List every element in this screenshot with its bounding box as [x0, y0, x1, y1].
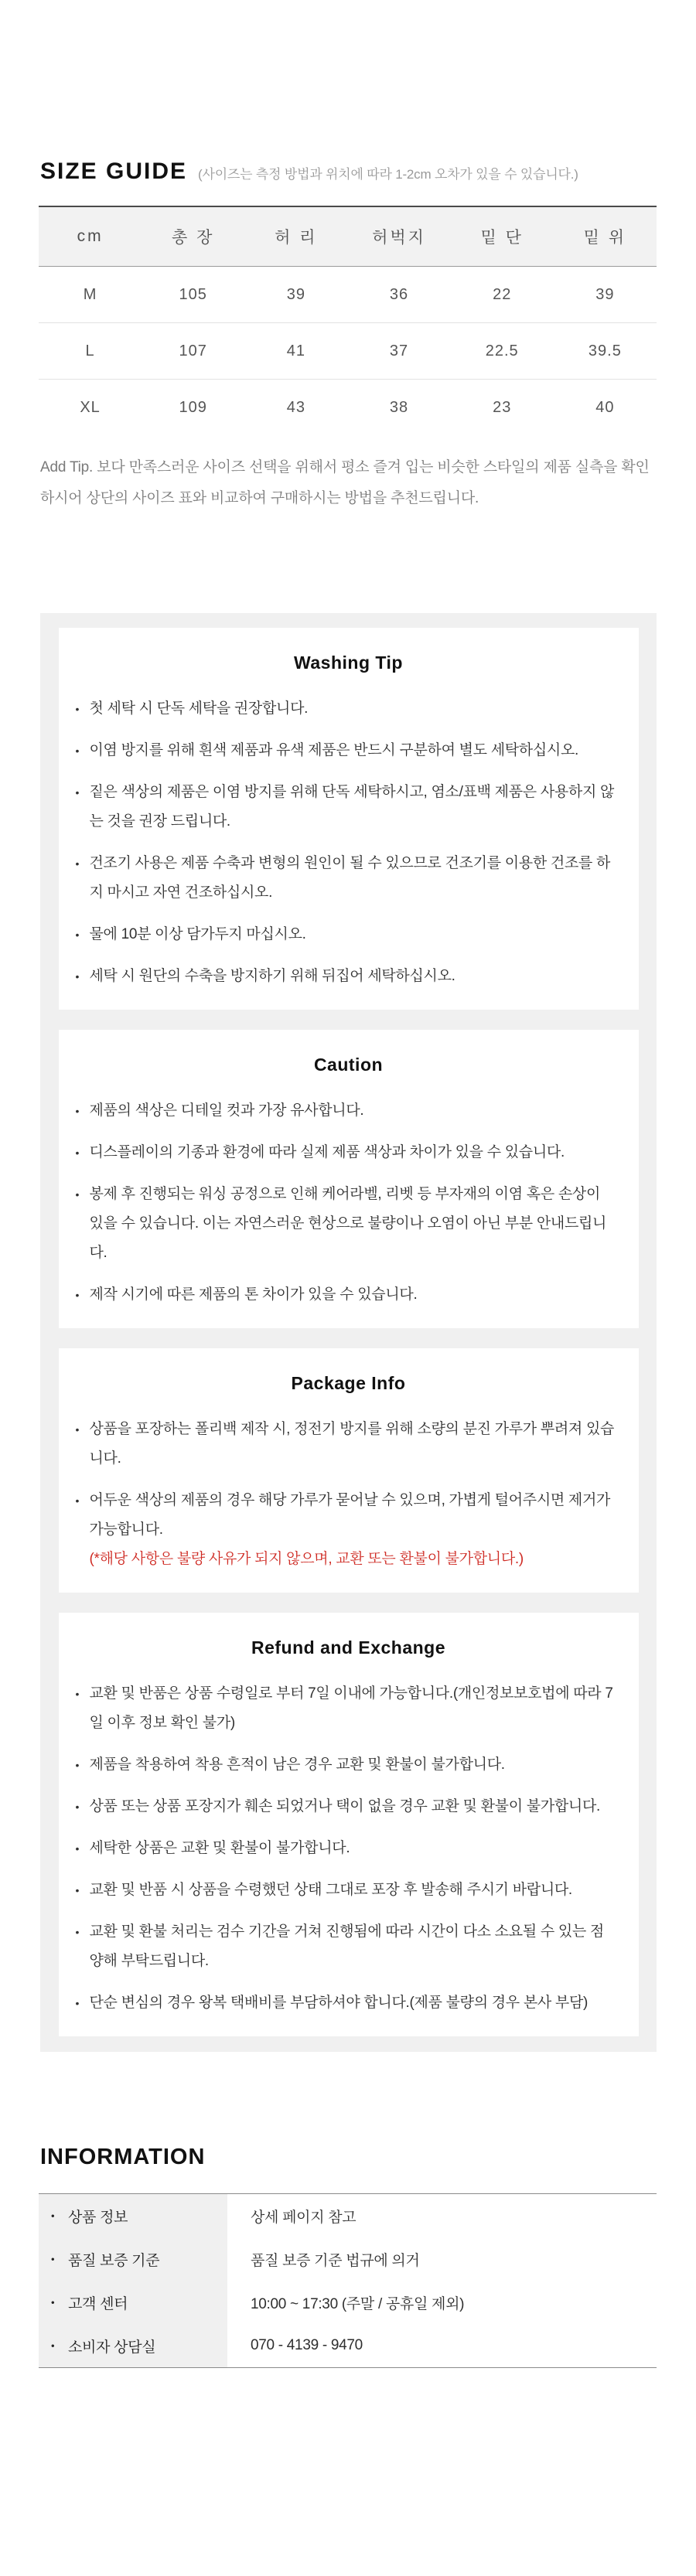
- washing-tip-title: Washing Tip: [294, 653, 403, 673]
- size-value: 105: [179, 285, 207, 303]
- washing-tip-item: • 짙은 색상의 제품은 이염 방지를 위해 단독 세탁하시고, 염소/표백 제품은 사용하지 않는 것을 권장 드립니다.: [59, 778, 617, 837]
- size-value: 23: [451, 380, 554, 436]
- size-table-header-length: 총 장: [142, 206, 244, 267]
- information-table: [39, 2193, 657, 2368]
- washing-tip-item: • 세탁 시 원단의 수축을 방지하기 위해 뒤집어 세탁하십시오.: [59, 962, 617, 991]
- size-value: 39: [595, 285, 615, 303]
- package-info-box: [59, 1348, 639, 1593]
- size-value: 22: [493, 285, 512, 303]
- washing-tip-box: [59, 628, 639, 1010]
- caution-item: • 봉제 후 진행되는 워싱 공정으로 인해 케어라벨, 리벳 등 부자재의 이염 혹은 손상이 있을 수 있습니다. 이는 자연스러운 현상으로 불량이나 오염이 아닌 부분 안내드립니다.: [59, 1180, 617, 1268]
- information-title: INFORMATION: [40, 2145, 206, 2169]
- size-value: 109: [142, 380, 244, 436]
- information-value: 품질 보증 기준 법규에 의거: [251, 2252, 420, 2269]
- refund-item: • 단순 변심의 경우 왕복 택배비를 부담하셔야 합니다.(제품 불량의 경우 본사 부담): [59, 1988, 617, 2018]
- size-table-header-thigh: 허벅지: [347, 206, 450, 267]
- information-label: • 소비자 상담실: [39, 2324, 227, 2368]
- size-value: 36: [389, 285, 409, 303]
- package-info-title: Package Info: [291, 1373, 406, 1393]
- add-tip-text: Add Tip. 보다 만족스러운 사이즈 선택을 위해서 평소 즐겨 입는 비슷한 스타일의 제품 실측을 확인하시어 상단의 사이즈 표와 비교하여 구매하시는 방법을 추천드립니다.: [40, 459, 650, 506]
- package-info-item: • 상품을 포장하는 폴리백 제작 시, 정전기 방지를 위해 소량의 분진 가루가 뿌려져 있습니다.: [59, 1415, 617, 1474]
- size-guide-subtitle: (사이즈는 측정 방법과 위치에 따라 1-2cm 오차가 있을 수 있습니다.): [198, 167, 578, 182]
- size-label: L: [39, 323, 142, 380]
- information-row-product: [39, 2194, 657, 2238]
- size-table-row-l: [39, 323, 657, 380]
- size-value: 37: [347, 323, 450, 380]
- refund-item: • 세탁한 상품은 교환 및 환불이 불가합니다.: [59, 1834, 617, 1863]
- size-table-header-rise: 밑 위: [554, 206, 657, 267]
- size-value: 38: [347, 380, 450, 436]
- size-guide-title: SIZE GUIDE: [40, 158, 188, 184]
- caution-item: • 제작 시기에 따른 제품의 톤 차이가 있을 수 있습니다.: [59, 1280, 617, 1310]
- package-info-item: • 어두운 색상의 제품의 경우 해당 가루가 묻어날 수 있으며, 가볍게 털어주시면 제거가 가능합니다.: [59, 1486, 617, 1545]
- size-label: XL: [39, 380, 142, 436]
- refund-item: • 상품 또는 상품 포장지가 훼손 되었거나 택이 없을 경우 교환 및 환불이 불가합니다.: [59, 1792, 617, 1821]
- refund-item: • 제품을 착용하여 착용 흔적이 남은 경우 교환 및 환불이 불가합니다.: [59, 1750, 617, 1780]
- information-label: • 상품 정보: [39, 2194, 227, 2238]
- size-table-row-m: [39, 267, 657, 323]
- size-table-header-hem: 밑 단: [451, 206, 554, 267]
- information-label: • 품질 보증 기준: [39, 2237, 227, 2281]
- caution-item: • 제품의 색상은 디테일 컷과 가장 유사합니다.: [59, 1096, 617, 1126]
- size-table-header-cm: cm: [39, 206, 142, 267]
- size-table-row-xl: [39, 380, 657, 436]
- size-value: 43: [244, 380, 347, 436]
- information-row-quality: [39, 2237, 657, 2281]
- size-value: 39.5: [554, 323, 657, 380]
- refund-exchange-list: [59, 1679, 639, 2018]
- information-row-consumer-line: [39, 2324, 657, 2368]
- information-value: 070 - 4139 - 9470: [251, 2337, 363, 2353]
- information-value: 10:00 ~ 17:30 (주말 / 공휴일 제외): [251, 2295, 465, 2312]
- washing-tip-item: • 물에 10분 이상 담가두지 마십시오.: [59, 920, 617, 949]
- refund-item: • 교환 및 반품은 상품 수령일로 부터 7일 이내에 가능합니다.(개인정보보호법에 따라 7일 이후 정보 확인 불가): [59, 1679, 617, 1738]
- size-value: 41: [244, 323, 347, 380]
- size-value: 22.5: [451, 323, 554, 380]
- refund-exchange-title: Refund and Exchange: [251, 1637, 446, 1658]
- size-table-header-waist: 허 리: [244, 206, 347, 267]
- size-table-header-row: [39, 206, 657, 267]
- size-value: 107: [142, 323, 244, 380]
- refund-item: • 교환 및 환불 처리는 검수 기간을 거쳐 진행됨에 따라 시간이 다소 소요될 수 있는 점 양해 부탁드립니다.: [59, 1917, 617, 1976]
- size-table: [39, 206, 657, 435]
- size-value: 40: [554, 380, 657, 436]
- washing-tip-list: [59, 694, 639, 991]
- refund-exchange-box: [59, 1613, 639, 2036]
- size-guide-header: [40, 158, 696, 185]
- caution-list: [59, 1096, 639, 1310]
- size-label: M: [83, 285, 97, 303]
- package-info-red-note: (*해당 사항은 불량 사유가 되지 않으며, 교환 또는 환불이 불가합니다.): [89, 1551, 524, 1567]
- package-info-list: [59, 1415, 639, 1545]
- caution-title: Caution: [313, 1055, 384, 1075]
- caution-item: • 디스플레이의 기종과 환경에 따라 실제 제품 색상과 차이가 있을 수 있습니다.: [59, 1138, 617, 1167]
- information-label: • 고객 센터: [39, 2281, 227, 2324]
- information-value: 상세 페이지 참고: [251, 2209, 357, 2226]
- notice-section: [40, 613, 657, 2052]
- caution-box: [59, 1030, 639, 1328]
- size-value: 39: [286, 285, 306, 303]
- washing-tip-item: • 이염 방지를 위해 흰색 제품과 유색 제품은 반드시 구분하여 별도 세탁하십시오.: [59, 736, 617, 765]
- washing-tip-item: • 첫 세탁 시 단독 세탁을 권장합니다.: [59, 694, 617, 724]
- refund-item: • 교환 및 반품 시 상품을 수령했던 상태 그대로 포장 후 발송해 주시기 바랍니다.: [59, 1876, 617, 1905]
- information-row-customer-center: [39, 2281, 657, 2324]
- washing-tip-item: • 건조기 사용은 제품 수축과 변형의 원인이 될 수 있으므로 건조기를 이용한 건조를 하지 마시고 자연 건조하십시오.: [59, 849, 617, 908]
